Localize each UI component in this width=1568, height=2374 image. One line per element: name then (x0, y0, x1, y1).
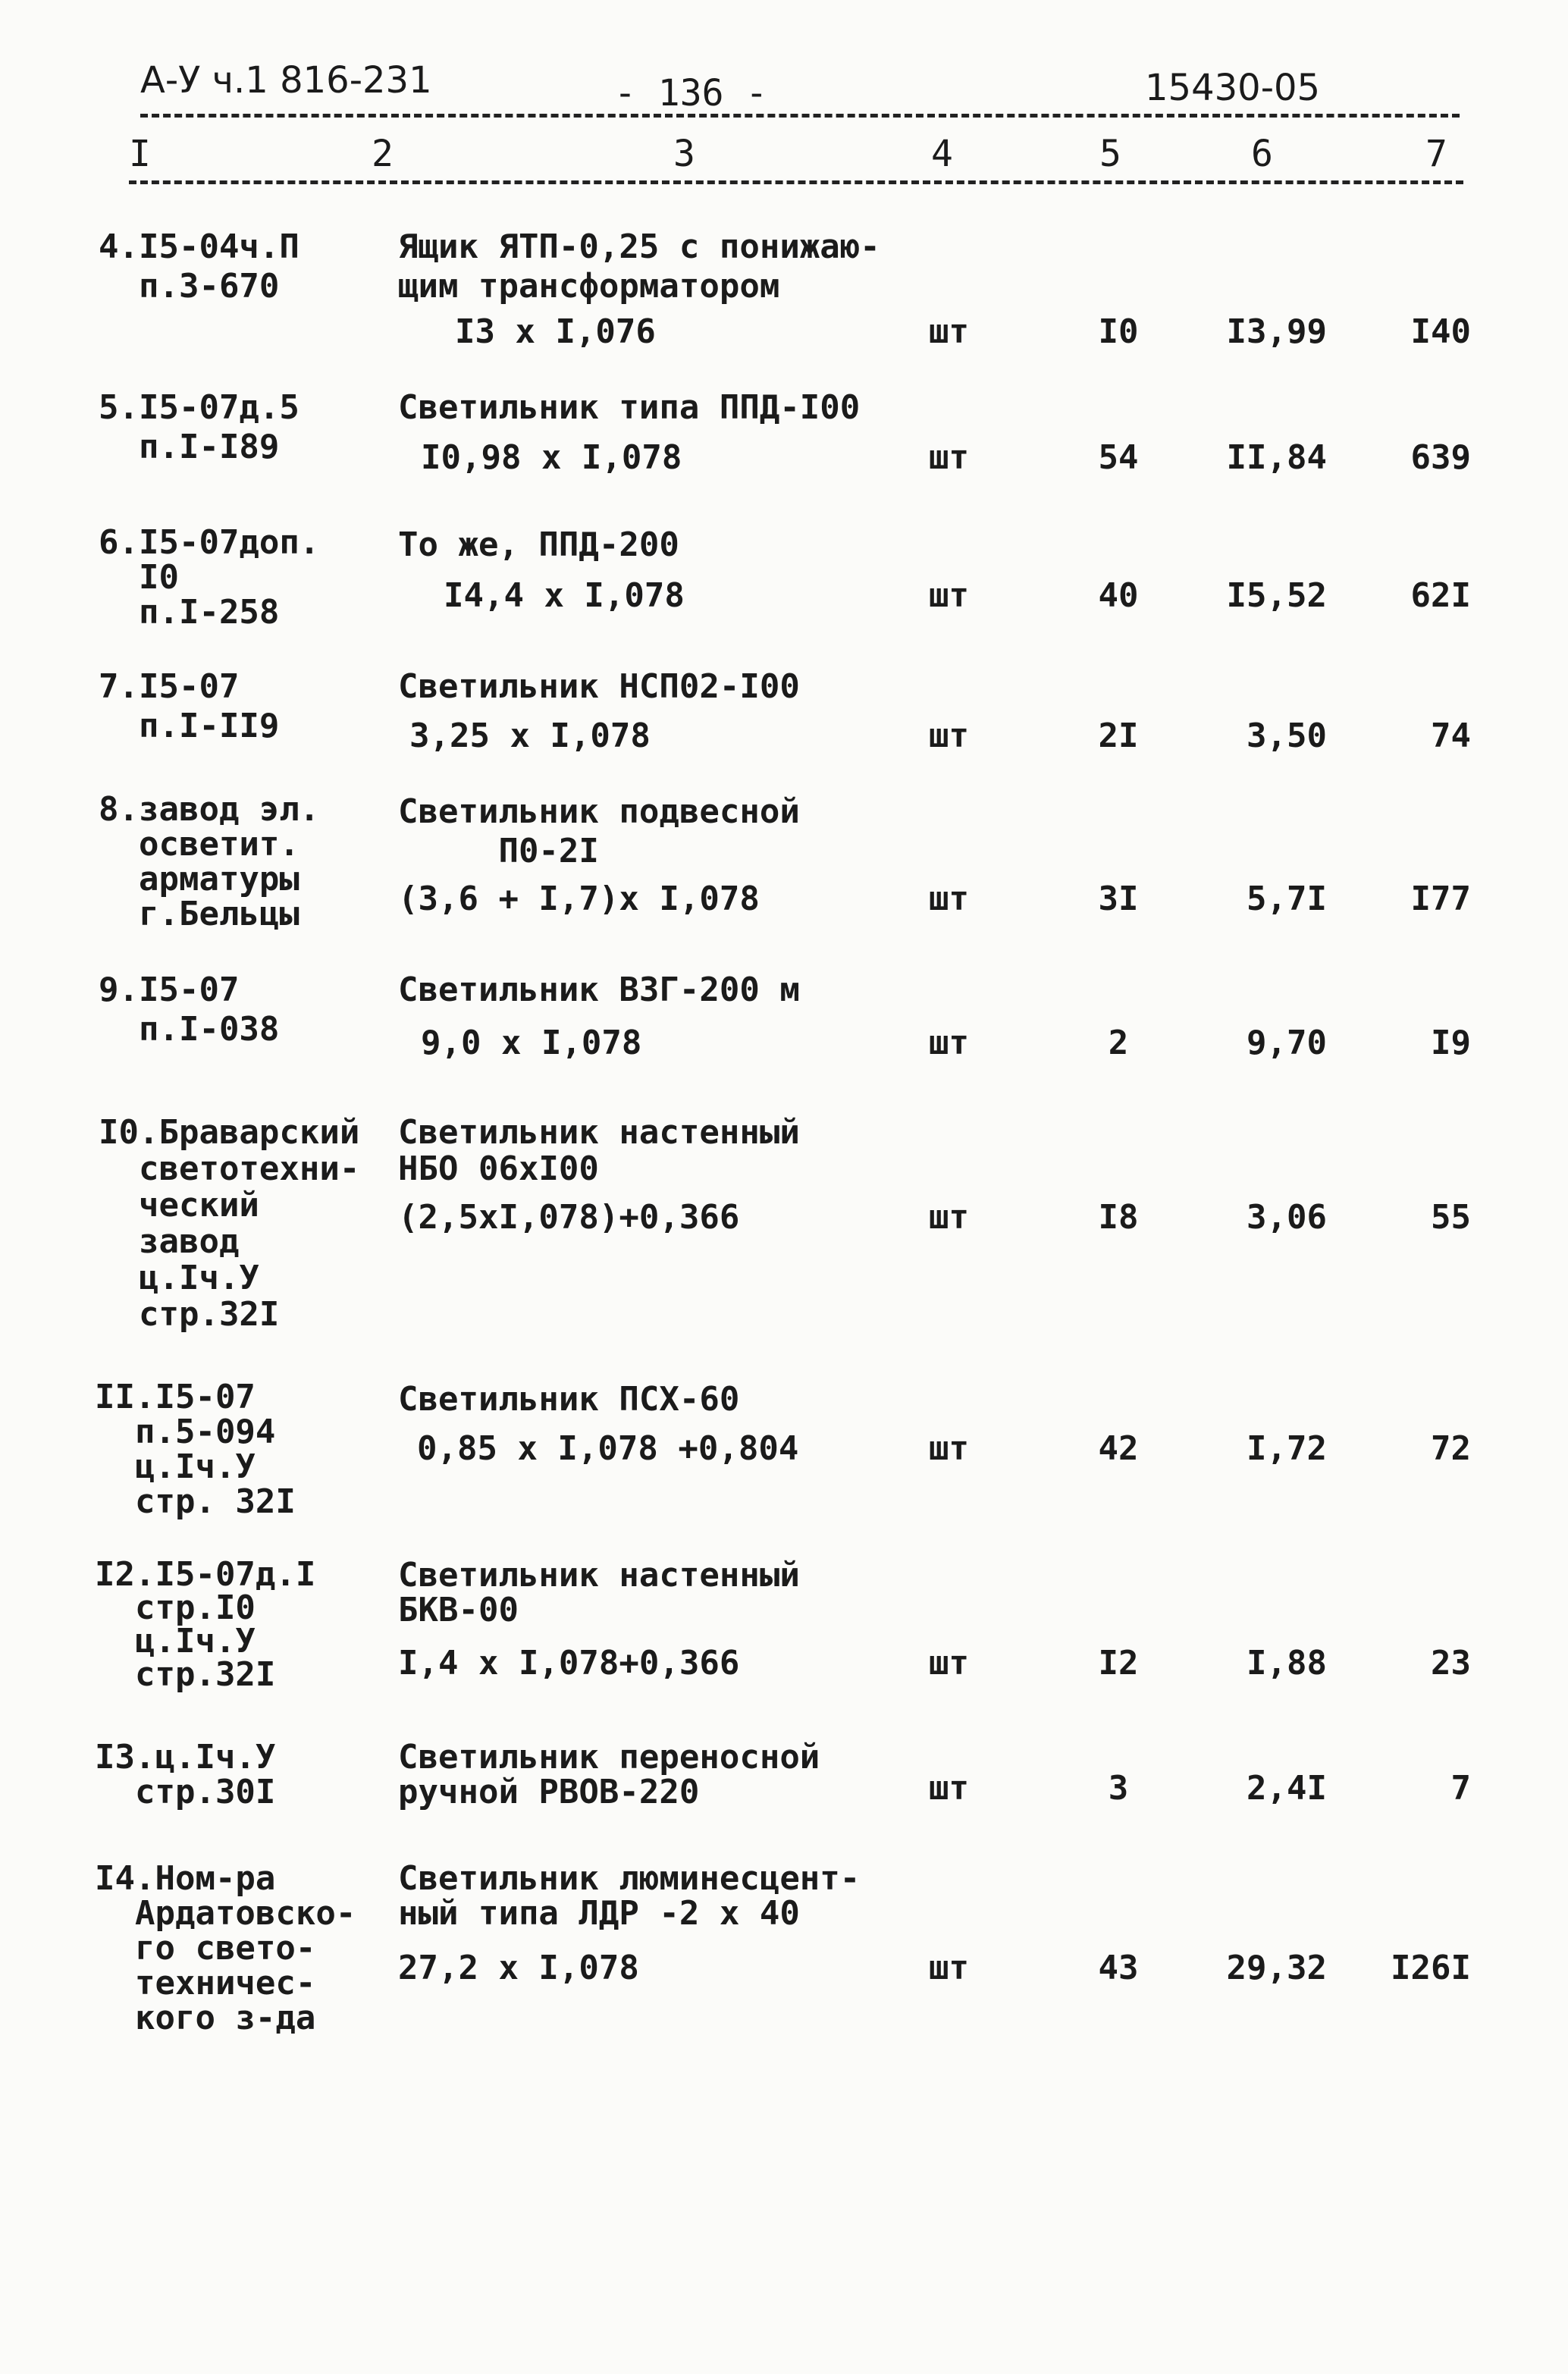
column-number-6: 6 (1251, 133, 1273, 175)
row-qty: 42 (1098, 1429, 1139, 1468)
row-price: I3,99 (1226, 312, 1327, 351)
row-unit: шт (929, 1429, 969, 1468)
row-code: I3.ц.Iч.У стр.30I (95, 1738, 276, 1811)
row-qty: 3 (1108, 1769, 1129, 1808)
column-number-5: 5 (1099, 133, 1121, 175)
row-code: 8.завод эл. осветит. арматуры г.Бельцы (99, 790, 320, 933)
row-sum: 74 (1431, 717, 1471, 755)
row-name: То же, ППД-200 (398, 525, 679, 564)
row-sum: 23 (1431, 1644, 1471, 1682)
column-number-1: I (129, 133, 151, 175)
row-sum: 72 (1431, 1429, 1471, 1468)
row-formula: (2,5xI,078)+0,366 (398, 1198, 740, 1237)
row-qty: 40 (1098, 576, 1139, 615)
row-formula: 9,0 x I,078 (421, 1024, 642, 1062)
row-formula: I,4 x I,078+0,366 (398, 1644, 740, 1682)
row-name: Светильник настенный БКВ-00 (398, 1556, 800, 1629)
row-code: 6.I5-07доп. I0 п.I-258 (99, 523, 320, 632)
row-unit: шт (929, 1024, 969, 1062)
row-unit: шт (929, 1949, 969, 1987)
row-code: I2.I5-07д.I стр.I0 ц.Iч.У стр.32I (95, 1555, 316, 1694)
row-code: 5.I5-07д.5 п.I-I89 (99, 388, 299, 466)
row-formula: 3,25 x I,078 (409, 717, 651, 755)
row-price: I,88 (1247, 1644, 1327, 1682)
row-qty: 43 (1098, 1949, 1139, 1987)
row-formula: (3,6 + I,7)x I,078 (398, 880, 760, 918)
row-price: 2,4I (1247, 1769, 1327, 1808)
row-code: 7.I5-07 п.I-II9 (99, 667, 280, 745)
row-qty: I8 (1098, 1198, 1139, 1237)
row-unit: шт (929, 1644, 969, 1682)
row-unit: шт (929, 1769, 969, 1808)
row-sum: I26I (1391, 1949, 1471, 1987)
row-price: 3,06 (1247, 1198, 1327, 1237)
row-name: Светильник типа ППД-I00 (398, 388, 861, 427)
row-price: 5,7I (1247, 880, 1327, 918)
row-price: 9,70 (1247, 1024, 1327, 1062)
row-name: Светильник переносной ручной РВОВ-220 (398, 1738, 820, 1811)
row-price: I5,52 (1226, 576, 1327, 615)
column-number-4: 4 (931, 133, 953, 175)
row-code: I4.Ном-ра Ардатовско- го свето- техничес- кого з-да (95, 1859, 356, 2037)
row-unit: шт (929, 312, 969, 351)
row-name: Светильник настенный НБО 06xI00 (398, 1113, 800, 1188)
row-price: I,72 (1247, 1429, 1327, 1468)
row-sum: I40 (1410, 312, 1471, 351)
row-sum: 639 (1410, 438, 1471, 477)
page-number: - 136 - (614, 72, 768, 114)
row-unit: шт (929, 1198, 969, 1237)
row-name: Светильник люминесцент- ный типа ЛДР -2 x 40 (398, 1859, 861, 1933)
column-number-2: 2 (372, 133, 394, 175)
row-code: II.I5-07 п.5-094 ц.Iч.У стр. 32I (95, 1378, 296, 1521)
row-sum: 7 (1450, 1769, 1471, 1808)
row-name: Светильник ПСХ-60 (398, 1380, 740, 1419)
row-formula: I0,98 x I,078 (421, 438, 682, 477)
row-qty: I0 (1098, 312, 1139, 351)
row-name: Светильник ВЗГ-200 м (398, 971, 800, 1009)
row-qty: 2I (1098, 717, 1139, 755)
row-sum: I9 (1431, 1024, 1471, 1062)
row-unit: шт (929, 717, 969, 755)
header-divider-bottom (129, 180, 1463, 184)
row-sum: 62I (1410, 576, 1471, 615)
row-name: Светильник НСП02-I00 (398, 667, 800, 706)
row-price: II,84 (1226, 438, 1327, 477)
row-qty: 3I (1098, 880, 1139, 918)
header-divider-top (140, 114, 1460, 118)
row-name: Светильник подвесной П0-2I (398, 792, 800, 870)
row-unit: шт (929, 576, 969, 615)
row-price: 29,32 (1226, 1949, 1327, 1987)
row-formula: I4,4 x I,078 (444, 576, 685, 615)
row-formula: 0,85 x I,078 +0,804 (417, 1429, 799, 1468)
column-number-7: 7 (1425, 133, 1447, 175)
row-name: Ящик ЯТП-0,25 с понижаю- щим трансформатором (398, 227, 880, 306)
row-code: I0.Браварский светотехни- ческий завод ц.Iч.У стр.32I (99, 1113, 360, 1334)
row-formula: 27,2 x I,078 (398, 1949, 639, 1987)
row-price: 3,50 (1247, 717, 1327, 755)
row-qty: 54 (1098, 438, 1139, 477)
row-formula: I3 x I,076 (455, 312, 656, 351)
sheet-number: 15430-05 (1145, 67, 1321, 109)
row-qty: 2 (1108, 1024, 1129, 1062)
row-unit: шт (929, 880, 969, 918)
document-code: А-У ч.1 816-231 (140, 59, 432, 102)
row-qty: I2 (1098, 1644, 1139, 1682)
row-code: 4.I5-04ч.П п.3-670 (99, 227, 299, 306)
row-sum: 55 (1431, 1198, 1471, 1237)
row-code: 9.I5-07 п.I-038 (99, 971, 280, 1049)
row-unit: шт (929, 438, 969, 477)
row-sum: I77 (1410, 880, 1471, 918)
column-number-3: 3 (673, 133, 695, 175)
